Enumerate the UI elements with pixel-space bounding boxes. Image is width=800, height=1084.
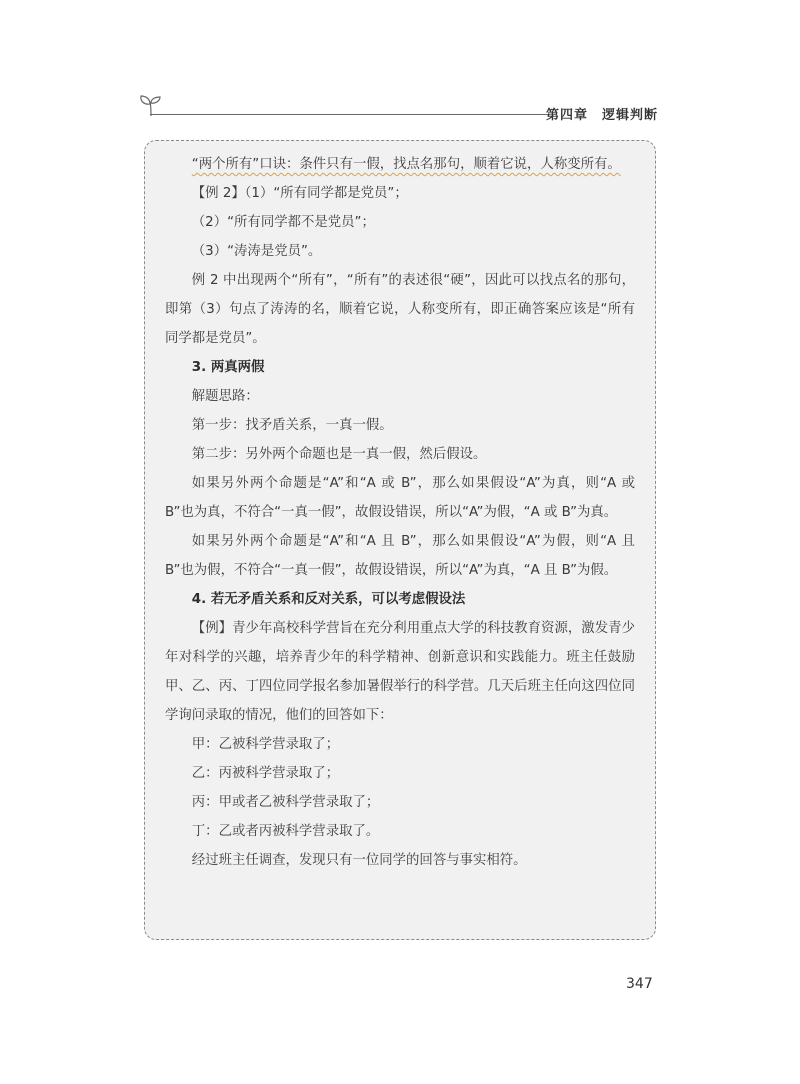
paragraph-mnemonic [165,150,635,179]
chapter-heading [546,104,658,123]
paragraph-approach: 解题思路： [191,389,259,404]
chapter-title: 逻辑判断 [602,108,659,123]
paragraph-example-2-analysis: 例 2 中出现两个“所有”，“所有”的表述很“硬”，因此可以找点名的那句，即第（3）句点了涛涛的名，顺着它说，人称变所有，即正确答案应该是“所有同学都是党员”。 [165,273,635,346]
paragraph-answer-jia: 甲：乙被科学营录取了； [191,737,340,752]
paragraph-example-2: 【例 2】（1）“所有同学都是党员”； [191,186,408,201]
paragraph-answer-bing: 丙：甲或者乙被科学营录取了； [191,795,380,810]
paragraph-answer-ding: 丁：乙或者丙被科学营录取了。 [191,824,380,839]
content-box [144,140,656,940]
chapter-number: 第四章 [546,108,589,123]
paragraph-statement-2: （2）“所有同学都不是党员”； [191,215,375,230]
running-header [138,92,668,124]
header-rule [150,114,548,115]
page-number: 347 [626,976,653,992]
paragraph-conclusion: 经过班主任调查，发现只有一位同学的回答与事实相符。 [191,853,527,868]
paragraph-step-2: 第二步：另外两个命题也是一真一假，然后假设。 [191,447,487,462]
paragraph-example-science-camp: 【例】青少年高校科学营旨在充分利用重点大学的科技教育资源，激发青少年对科学的兴趣，培养青少年的科学精神、创新意识和实践能力。班主任鼓励甲、乙、丙、丁四位同学报名参加暑假举行的科学营。几天后班主任向这四位同学询问录取的情况，他们的回答如下： [165,621,635,723]
paragraph-answer-yi: 乙：丙被科学营录取了； [191,766,340,781]
paragraph-step-1: 第一步：找矛盾关系，一真一假。 [191,418,393,433]
paragraph-a-or-b: 如果另外两个命题是“A”和“A 或 B”，那么如果假设“A”为真，则“A 或 B”也为真，不符合“一真一假”，故假设错误，所以“A”为假，“A 或 B”为真。 [165,476,635,520]
paragraph-a-and-b: 如果另外两个命题是“A”和“A 且 B”，那么如果假设“A”为假，则“A 且 B”也为假，不符合“一真一假”，故假设错误，所以“A”为真，“A 且 B”为假。 [165,534,635,578]
section-heading-two-true-two-false: 3. 两真两假 [191,360,265,375]
mnemonic-text: “两个所有”口诀：条件只有一假，找点名那句，顺着它说，人称变所有。 [191,157,621,172]
paragraph-statement-3: （3）“涛涛是党员”。 [191,244,322,259]
section-heading-assumption-method: 4. 若无矛盾关系和反对关系，可以考虑假设法 [191,592,466,607]
